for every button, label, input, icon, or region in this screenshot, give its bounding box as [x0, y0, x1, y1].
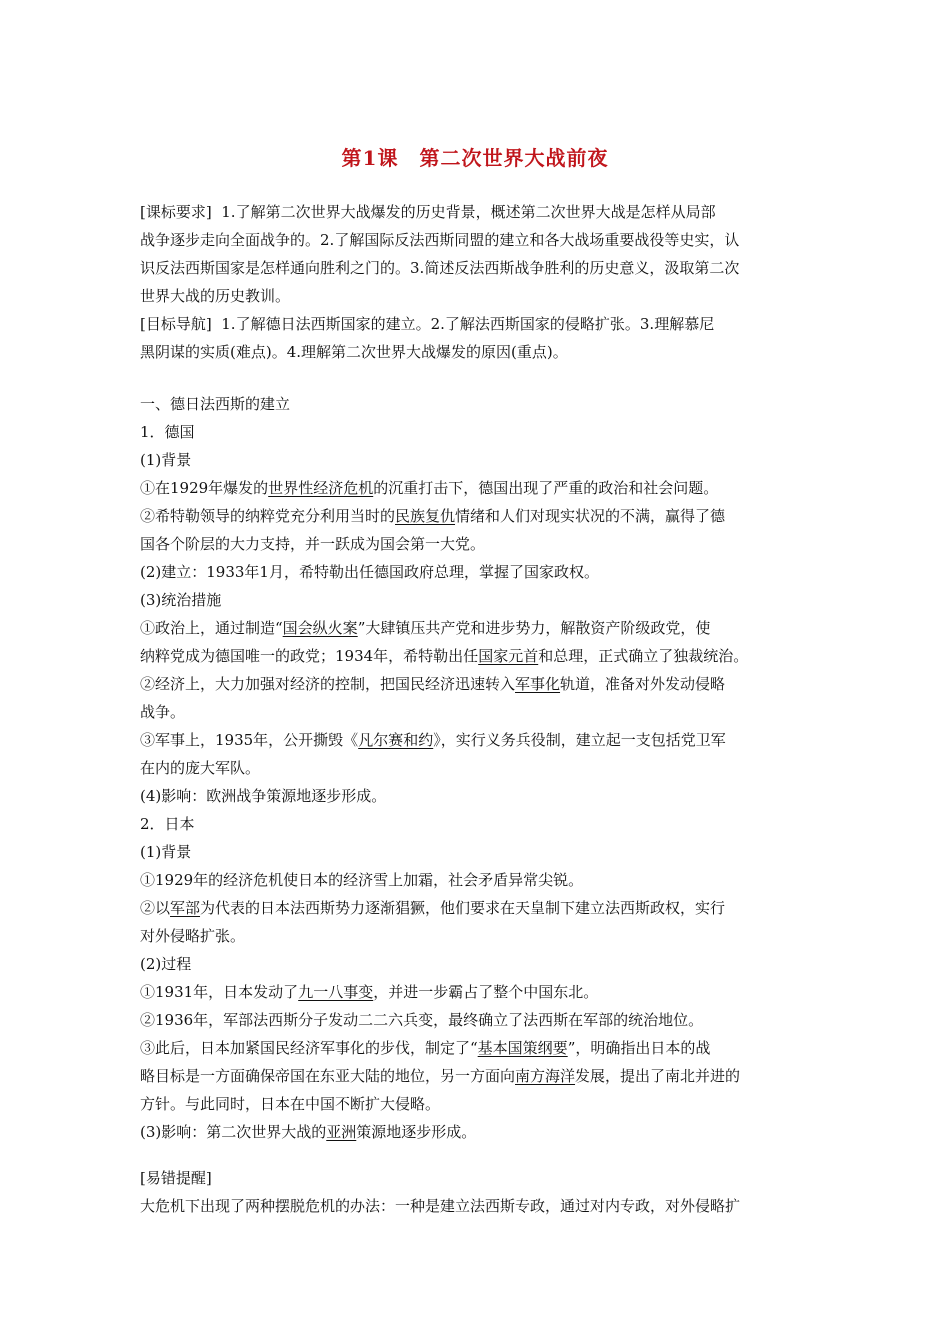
germany-rule-2: ②经济上，大力加强对经济的控制，把国民经济迅速转入军事化轨道，准备对外发动侵略 — [140, 675, 726, 693]
section-fascist-states: 一、德日法西斯的建立 1．德国 (1)背景 ①在1929年爆发的世界性经济危机的沉重打击下，德国出现了严重的政治和社会问题。 ②希特勒领导的纳粹党充分利用当时的民族复仇情绪和人们对现实状况的不满，赢得了德 国各个阶层的大力支持，并一跃成为国会第一大党。 (2)建立：1933年1月，希特勒出任德国政府总理，掌握了国家政权。 (3)统治措施 ①政治上，通过制造“国会纵火案”大肆镇压共产党和进步势力，解散资产阶级政党，使 纳粹党成为德国唯一的政党；1934年，希特勒出任国家元首和总理，正式确立了独裁统治。 ②经济上，大力加强对经济的控制，把国民经济迅速转入军事化轨道，准备对外发动侵略 战争。 ③军事上，1935年，公开撕毁《凡尔赛和约》，实行义务兵役制，建立起一支包括党卫军 在内的庞大军队。 (4)影响：欧洲战争策源地逐步形成。 2．日本 (1)背景 ①1929年的经济危机使日本的经济雪上加霜，社会矛盾异常尖锐。 ②以军部为代表的日本法西斯势力逐渐猖獗，他们要求在天皇制下建立法西斯政权，实行 对外侵略扩张。 (2)过程 ①1931年，日本发动了九一八事变，并进一步霸占了整个中国东北。 ②1936年，军部法西斯分子发动二二六兵变，最终确立了法西斯在军部的统治地位。 ③此后，日本加紧国民经济军事化的步伐，制定了“基本国策纲要”，明确指出日本的战 略目标是一方面确保帝国在东亚大陆的地位，另一方面向南方海洋发展，提出了南北并进的 方针。与此同时，日本在中国不断扩大侵略。 (3)影响：第二次世界大战的亚洲策源地逐步形成。 — [140, 390, 810, 1146]
japan-bg-2: ②以军部为代表的日本法西斯势力逐渐猖獗，他们要求在天皇制下建立法西斯政权，实行 — [140, 899, 726, 917]
germany-rule-3: ③军事上，1935年，公开撕毁《凡尔赛和约》，实行义务兵役制，建立起一支包括党卫军 — [140, 731, 726, 749]
reminder-tag: [易错提醒] — [140, 1169, 212, 1187]
curriculum-tag: [课标要求] — [140, 203, 212, 221]
japan-bg-1: ①1929年的经济危机使日本的经济雪上加霜，社会矛盾异常尖锐。 — [140, 871, 584, 889]
japan-effect: (3)影响：第二次世界大战的亚洲策源地逐步形成。 — [140, 1123, 477, 1141]
lesson-title: 第1课 第二次世界大战前夜 — [341, 146, 609, 170]
germany-bg-1: ①在1929年爆发的世界性经济危机的沉重打击下，德国出现了严重的政治和社会问题。 — [140, 479, 719, 497]
germany-bg-2: ②希特勒领导的纳粹党充分利用当时的民族复仇情绪和人们对现实状况的不满，赢得了德 — [140, 507, 726, 525]
japan-proc-2: ②1936年，军部法西斯分子发动二二六兵变，最终确立了法西斯在军部的统治地位。 — [140, 1011, 704, 1029]
error-reminder: [易错提醒] 大危机下出现了两种摆脱危机的办法：一种是建立法西斯专政，通过对内专政，对外侵略扩 — [140, 1164, 810, 1220]
japan-proc-3: ③此后，日本加紧国民经济军事化的步伐，制定了“基本国策纲要”，明确指出日本的战 — [140, 1039, 711, 1057]
objectives-tag: [目标导航] — [140, 315, 212, 333]
learning-objectives: [目标导航] 1.了解德日法西斯国家的建立。2.了解法西斯国家的侵略扩张。3.理解慕尼 黑阴谋的实质(难点)。4.理解第二次世界大战爆发的原因(重点)。 — [140, 315, 715, 361]
section-heading: 一、德日法西斯的建立 — [140, 395, 291, 413]
germany-establish: (2)建立：1933年1月，希特勒出任德国政府总理，掌握了国家政权。 — [140, 563, 599, 581]
japan-heading: 2．日本 — [140, 815, 195, 833]
germany-heading: 1．德国 — [140, 423, 195, 441]
germany-rule-1: ①政治上，通过制造“国会纵火案”大肆镇压共产党和进步势力，解散资产阶级政党，使 — [140, 619, 711, 637]
japan-proc-1: ①1931年，日本发动了九一八事变，并进一步霸占了整个中国东北。 — [140, 983, 599, 1001]
curriculum-requirements: [课标要求] 1.了解第二次世界大战爆发的历史背景，概述第二次世界大战是怎样从局部 战争逐步走向全面战争的。2.了解国际反法西斯同盟的建立和各大战场重要战役等史实，认 识反法西斯国家是怎样通向胜利之门的。3.简述反法西斯战争胜利的历史意义，汲取第二次 世界大战的历史教训。 — [140, 203, 740, 305]
germany-effect: (4)影响：欧洲战争策源地逐步形成。 — [140, 787, 387, 805]
